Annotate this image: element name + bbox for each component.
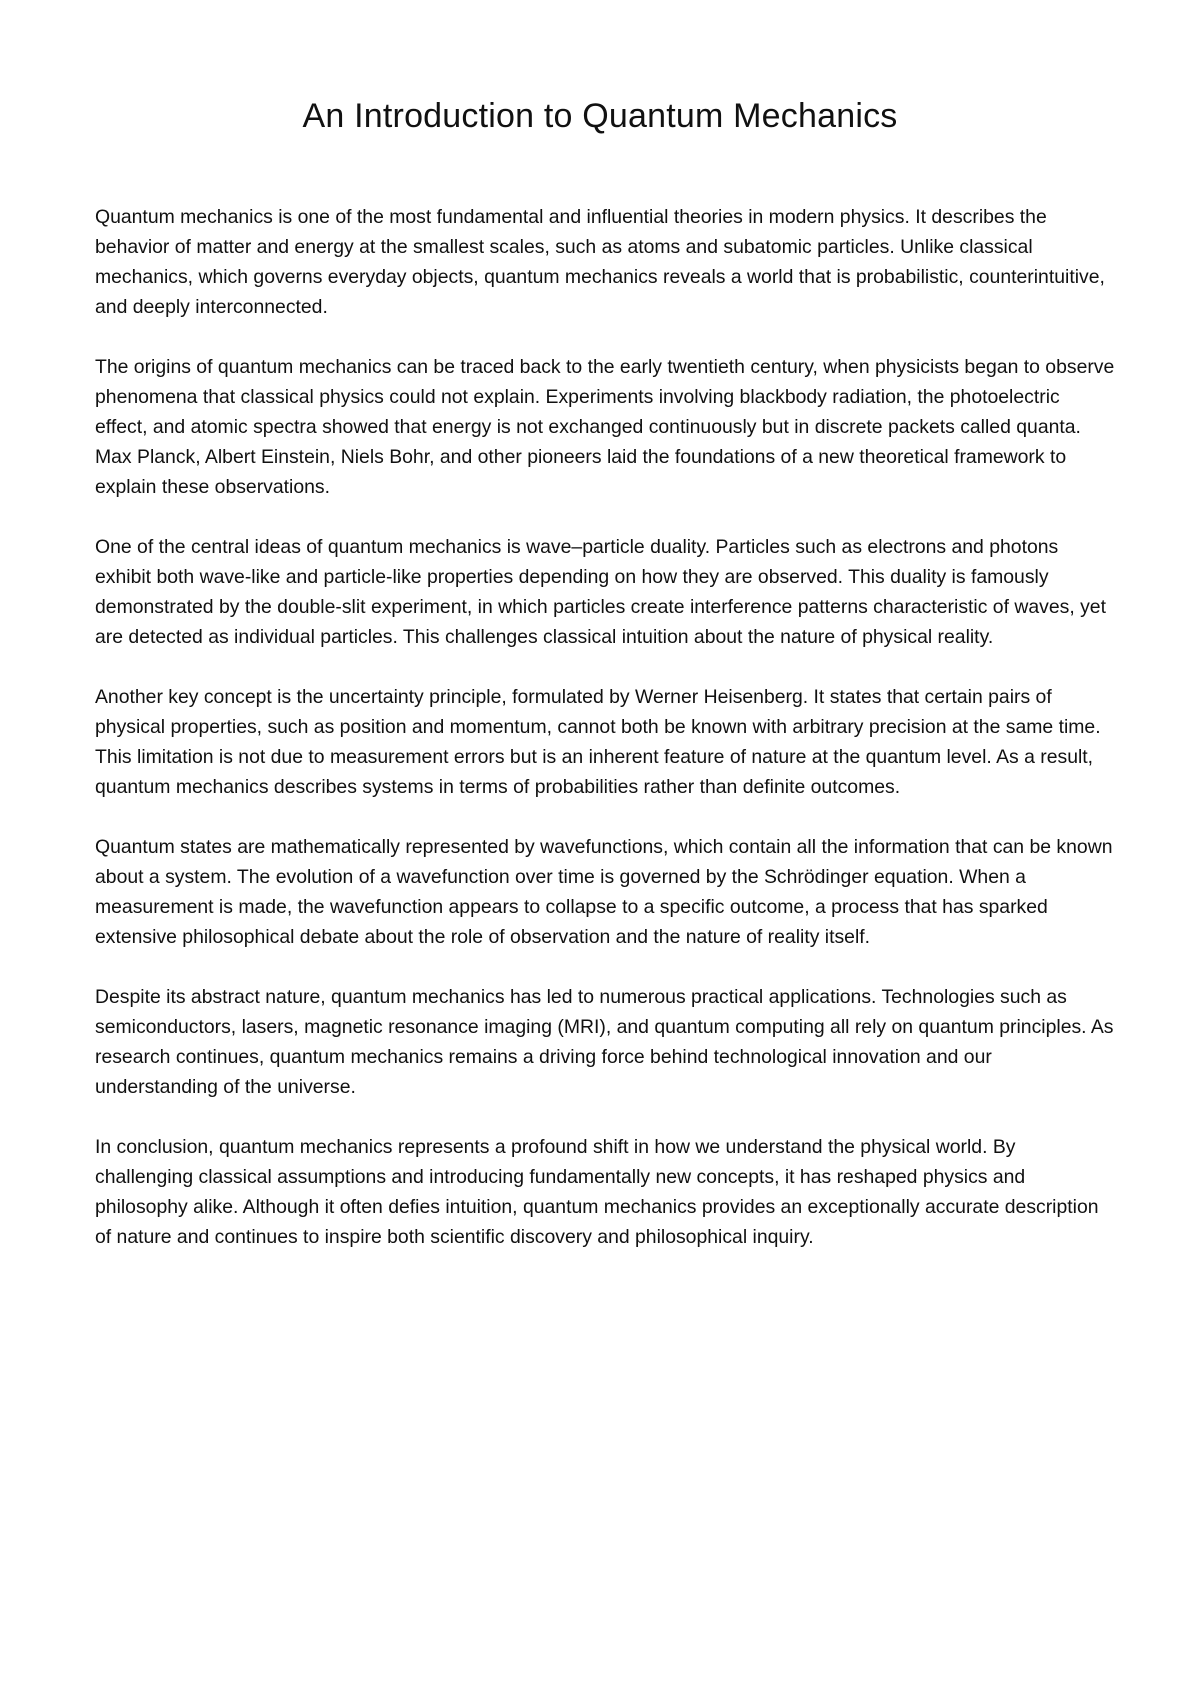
document-title: An Introduction to Quantum Mechanics	[302, 97, 898, 135]
paragraph-introduction: Quantum mechanics is one of the most fundamental and influential theories in modern physics. It describes the behavior of matter and energy at the smallest scales, such as atoms and subatomic particles. Unlike classical mechanics, which governs everyday objects, quantum mechanics reveals a world that is probabilistic, counterintuitive, and deeply interconnected.	[95, 206, 1105, 318]
paragraph-applications: Despite its abstract nature, quantum mechanics has led to numerous practical applications. Technologies such as semiconductors, lasers, magnetic resonance imaging (MRI), and quantum computing all rely on quantum principles. As research continues, quantum mechanics remains a driving force behind technological innovation and our understanding of the universe.	[95, 986, 1114, 1098]
paragraph-wavefunctions: Quantum states are mathematically represented by wavefunctions, which contain all the information that can be known about a system. The evolution of a wavefunction over time is governed by the Schrödinger equation. When a measurement is made, the wavefunction appears to collapse to a specific outcome, a process that has sparked extensive philosophical debate about the role of observation and the nature of reality itself.	[95, 836, 1113, 948]
paragraph-origins: The origins of quantum mechanics can be traced back to the early twentieth century, when physicists began to observe phenomena that classical physics could not explain. Experiments involving blackbody radiation, the photoelectric effect, and atomic spectra showed that energy is not exchanged continuously but in discrete packets called quanta. Max Planck, Albert Einstein, Niels Bohr, and other pioneers laid the foundations of a new theoretical framework to explain these observations.	[95, 356, 1115, 498]
paragraph-conclusion: In conclusion, quantum mechanics represents a profound shift in how we understand the physical world. By challenging classical assumptions and introducing fundamentally new concepts, it has reshaped physics and philosophy alike. Although it often defies intuition, quantum mechanics provides an exceptionally accurate description of nature and continues to inspire both scientific discovery and philosophical inquiry.	[95, 1136, 1099, 1248]
paragraph-uncertainty-principle: Another key concept is the uncertainty principle, formulated by Werner Heisenberg. It states that certain pairs of physical properties, such as position and momentum, cannot both be known with arbitrary precision at the same time. This limitation is not due to measurement errors but is an inherent feature of nature at the quantum level. As a result, quantum mechanics describes systems in terms of probabilities rather than definite outcomes.	[95, 686, 1101, 798]
document-body	[95, 202, 1115, 1282]
paragraph-wave-particle-duality: One of the central ideas of quantum mechanics is wave–particle duality. Particles such as electrons and photons exhibit both wave-like and particle-like properties depending on how they are observed. This duality is famously demonstrated by the double-slit experiment, in which particles create interference patterns characteristic of waves, yet are detected as individual particles. This challenges classical intuition about the nature of physical reality.	[95, 536, 1106, 648]
